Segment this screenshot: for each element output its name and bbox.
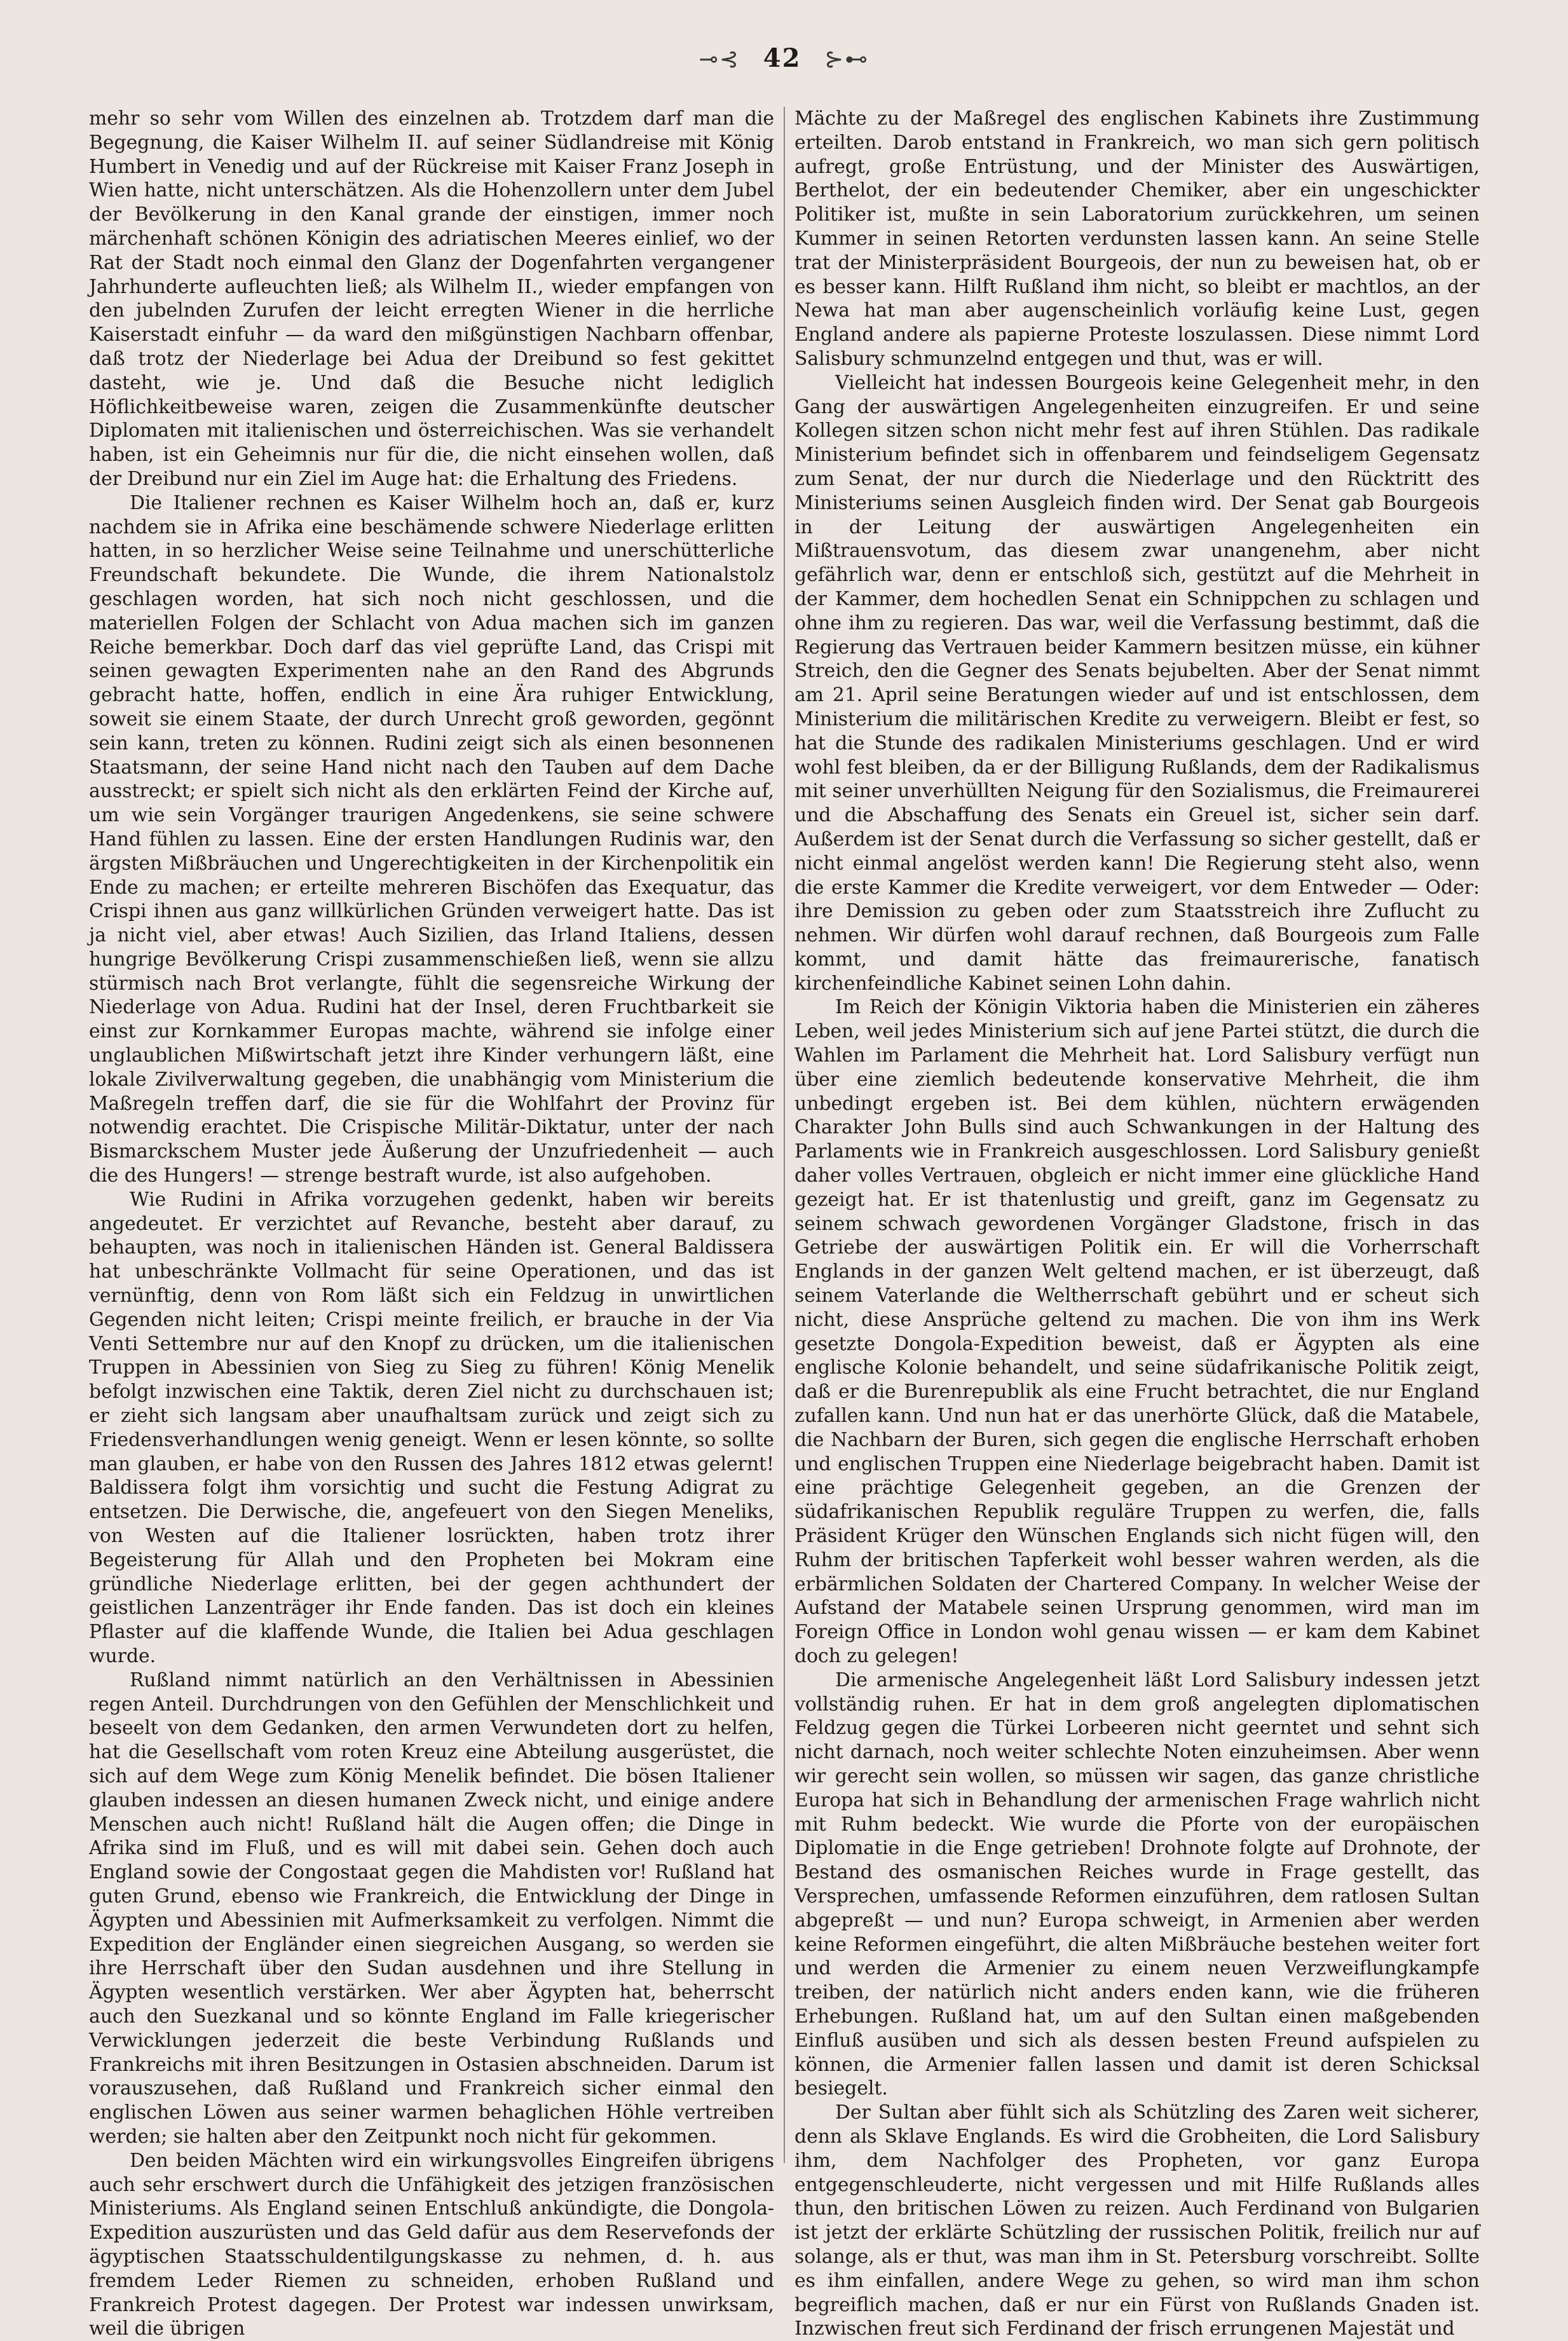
paragraph: Die armenische Angelegenheit läßt Lord Salisbury indessen jetzt vollständig ruhen. Er hat in dem groß angelegten diplomatischen Feldzug gegen die Türkei Lorbeeren nicht geerntet und sehnt sich nicht darnach, noch weiter schlechte Noten einzuheimsen. Aber wenn wir gerecht sein wollen, so müssen wir sagen, das ganze christliche Europa hat sich in Behandlung der armenischen Frage wahrlich nicht mit Ruhm bedeckt. Wie wurde die Pforte von der europäischen Diplomatie in die Enge getrieben! Drohnote folgte auf Drohnote, der Bestand des osmanischen Reiches wurde in Frage gestellt, das Versprechen, umfassende Reformen einzuführen, dem ratlosen Sultan abgepreßt — und nun? Europa schweigt, in Armenien aber werden keine Reformen eingeführt, die alten Mißbräuche bestehen weiter fort und werden die Armenier zu einem neuen Verzweiflungkampfe treiben, der natürlich nicht anders enden kann, wie die früheren Erhebungen. Rußland hat, um auf den Sultan einen maßgebenden Einfluß ausüben und sich als dessen besten Freund aufspielen zu können, die Armenier fallen lassen und damit ist deren Schicksal besiegelt.: [794, 1669, 1480, 2100]
paragraph: Den beiden Mächten wird ein wirkungsvolles Eingreifen übrigens auch sehr erschwert durch die Unfähigkeit des jetzigen französischen Ministeriums. Als England seinen Entschluß ankündigte, die Dongola-Expedition auszurüsten und das Geld dafür aus dem Reservefonds der ägyptischen Staatsschuldentilgungskasse zu nehmen, d. h. aus fremdem Leder Riemen zu schneiden, erhoben Rußland und Frankreich Protest dagegen. Der Protest war indessen unwirksam, weil die übrigen: [89, 2149, 774, 2340]
column-divider: [784, 107, 785, 2163]
page-header: [0, 43, 1568, 73]
paragraph: Die Italiener rechnen es Kaiser Wilhelm hoch an, daß er, kurz nachdem sie in Afrika eine beschämende schwere Niederlage erlitten hatten, in so herzlicher Weise seine Teilnahme und unerschütterliche Freundschaft bekundete. Die Wunde, die ihrem Nationalstolz geschlagen worden, hat sich noch nicht geschlossen, und die materiellen Folgen der Schlacht von Adua machen sich im ganzen Reiche bemerkbar. Doch darf das viel geprüfte Land, das Crispi mit seinen gewagten Experimenten nahe an den Rand des Abgrunds gebracht hatte, hoffen, endlich in eine Ära ruhiger Entwicklung, soweit sie einem Staate, der durch Unrecht groß geworden, gegönnt sein kann, treten zu können. Rudini zeigt sich als einen besonnenen Staatsmann, der seine Hand nicht nach den Tauben auf dem Dache ausstreckt; er spielt sich nicht als den erklärten Feind der Kirche auf, um wie sein Vorgänger traurigen Angedenkens, sie seine schwere Hand fühlen zu lassen. Eine der ersten Handlungen Rudinis war, den ärgsten Mißbräuchen und Ungerechtigkeiten in der Kirchenpolitik ein Ende zu machen; er erteilte mehreren Bischöfen das Exequatur, das Crispi ihnen aus ganz willkürlichen Gründen verweigert hatte. Das ist ja nicht viel, aber etwas! Auch Sizilien, das Irland Italiens, dessen hungrige Bevölkerung Crispi zusammenschießen ließ, wenn sie allzu stürmisch nach Brot verlangte, fühlt die segensreiche Wirkung der Niederlage von Adua. Rudini hat der Insel, deren Fruchtbarkeit sie einst zur Kornkammer Europas machte, während sie infolge einer unglaublichen Mißwirtschaft jetzt ihre Kinder verhungern läßt, eine lokale Zivilverwaltung gegeben, die unabhängig vom Ministerium die Maßregeln treffen darf, die sie für die Wohlfahrt der Provinz für notwendig erachtet. Die Crispische Militär-Diktatur, unter der nach Bismarckschem Muster jede Äußerung der Unzufriedenheit — auch die des Hungers! — strenge bestraft wurde, ist also aufgehoben.: [89, 491, 774, 1187]
paragraph: Vielleicht hat indessen Bourgeois keine Gelegenheit mehr, in den Gang der auswärtigen Angelegenheiten einzugreifen. Er und seine Kollegen sitzen schon nicht mehr fest auf ihren Stühlen. Das radikale Ministerium befindet sich in offenbarem und feindseligem Gegensatz zum Senat, der nur durch die Niederlage und den Rücktritt des Ministeriums seinen Ausgleich finden wird. Der Senat gab Bourgeois in der Leitung der auswärtigen Angelegenheiten ein Mißtrauensvotum, das diesem zwar unangenehm, aber nicht gefährlich war, denn er entschloß sich, gestützt auf die Mehrheit in der Kammer, dem hochedlen Senat ein Schnippchen zu schlagen und ohne ihm zu regieren. Das war, weil die Verfassung bestimmt, daß die Regierung das Vertrauen beider Kammern besitzen müsse, ein kühner Streich, den die Gegner des Senats bejubelten. Aber der Senat nimmt am 21. April seine Beratungen wieder auf und ist entschlossen, dem Ministerium die militärischen Kredite zu verweigern. Bleibt er fest, so hat die Stunde des radikalen Ministeriums geschlagen. Und er wird wohl fest bleiben, da er der Billigung Rußlands, dem der Radikalismus mit seiner unverhüllten Neigung für den Sozialismus, die Freimaurerei und die Abschaffung des Senats ein Greuel ist, sicher sein darf. Außerdem ist der Senat durch die Verfassung so sicher gestellt, daß er nicht einmal angelöst werden kann! Die Regierung steht also, wenn die erste Kammer die Kredite verweigert, vor dem Entweder — Oder: ihre Demission zu geben oder zum Staatsstreich ihre Zuflucht zu nehmen. Wir dürfen wohl darauf rechnen, daß Bourgeois zum Falle kommt, und damit hätte das freimaurerische, fanatisch kirchenfeindliche Kabinet seinen Lohn dahin.: [794, 371, 1480, 995]
ornament-right: ⊱⊷: [824, 46, 869, 72]
paragraph: mehr so sehr vom Willen des einzelnen ab. Trotzdem darf man die Begegnung, die Kaiser Wilhelm II. auf seiner Südlandreise mit König Humbert in Venedig und auf der Rückreise mit Kaiser Franz Joseph in Wien hatte, nicht unterschätzen. Als die Hohenzollern unter dem Jubel der Bevölkerung in den Kanal grande der einstigen, immer noch märchenhaft schönen Königin des adriatischen Meeres einlief, wo der Rat der Stadt noch einmal den Glanz der Dogenfahrten vergangener Jahrhunderte aufleuchten ließ; als Wilhelm II., wieder empfangen von den jubelnden Zurufen der leicht erregten Wiener in die herrliche Kaiserstadt einfuhr — da ward den mißgünstigen Nachbarn offenbar, daß trotz der Niederlage bei Adua der Dreibund so fest gekittet dasteht, wie je. Und daß die Besuche nicht lediglich Höflichkeitbeweise waren, zeigen die Zusammenkünfte deutscher Diplomaten mit italienischen und österreichischen. Was sie verhandelt haben, ist ein Geheimnis nur für die, die nicht einsehen wollen, daß der Dreibund nur ein Ziel im Auge hat: die Erhaltung des Friedens.: [89, 107, 774, 490]
ornament-left: ⊸⊰: [699, 46, 740, 72]
left-column: [89, 107, 774, 2340]
paragraph: Mächte zu der Maßregel des englischen Kabinets ihre Zustimmung erteilten. Darob entstand in Frankreich, wo man sich gern politisch aufregt, große Entrüstung, und der Minister des Auswärtigen, Berthelot, der ein bedeutender Chemiker, aber ein ungeschickter Politiker ist, mußte in sein Laboratorium zurückkehren, um seinen Kummer in seinen Retorten verdunsten lassen kann. An seine Stelle trat der Ministerpräsident Bourgeois, der nun zu beweisen hat, ob er es besser kann. Hilft Rußland ihm nicht, so bleibt er machtlos, an der Newa hat man aber augenscheinlich vorläufig keine Lust, gegen England andere als papierne Proteste loszulassen. Diese nimmt Lord Salisbury schmunzelnd entgegen und thut, was er will.: [794, 107, 1480, 370]
paragraph: Wie Rudini in Afrika vorzugehen gedenkt, haben wir bereits angedeutet. Er verzichtet auf Revanche, besteht aber darauf, zu behaupten, was noch in italienischen Händen ist. General Baldissera hat unbeschränkte Vollmacht für seine Operationen, und das ist vernünftig, denn von Rom läßt sich ein Feldzug in unwirtlichen Gegenden nicht leiten; Crispi meinte freilich, er brauche in der Via Venti Settembre nur auf den Knopf zu drücken, um die italienischen Truppen in Abessinien von Sieg zu Sieg zu führen! König Menelik befolgt inzwischen eine Taktik, deren Ziel nicht zu durchschauen ist; er zieht sich langsam aber unaufhaltsam zurück und zeigt sich zu Friedensverhandlungen wenig geneigt. Wenn er lesen könnte, so sollte man glauben, er habe von den Russen des Jahres 1812 etwas gelernt! Baldissera folgt ihm vorsichtig und sucht die Festung Adigrat zu entsetzen. Die Derwische, die, angefeuert von den Siegen Meneliks, von Westen auf die Italiener losrückten, haben trotz ihrer Begeisterung für Allah und den Propheten bei Mokram eine gründliche Niederlage erlitten, bei der gegen achthundert der geistlichen Lanzenträger ihr Ende fanden. Das ist doch ein kleines Pflaster auf die klaffende Wunde, die Italien bei Adua geschlagen wurde.: [89, 1188, 774, 1667]
paragraph: Der Sultan aber fühlt sich als Schützling des Zaren weit sicherer, denn als Sklave Englands. Es wird die Grobheiten, die Lord Salisbury ihm, dem Nachfolger des Propheten, vor ganz Europa entgegenschleuderte, nicht vergessen und mit Hilfe Rußlands alles thun, den britischen Löwen zu reizen. Auch Ferdinand von Bulgarien ist jetzt der erklärte Schützling der russischen Politik, freilich nur auf solange, als er thut, was man ihm in St. Petersburg vorschreibt. Sollte es ihm einfallen, andere Wege zu gehen, so wird man ihm schon begreiflich machen, daß er nur ein Fürst von Rußlands Gnaden ist. Inzwischen freut sich Ferdinand der frisch errungenen Majestät und: [794, 2101, 1480, 2340]
right-column: [794, 107, 1480, 2340]
paragraph: Im Reich der Königin Viktoria haben die Ministerien ein zäheres Leben, weil jedes Ministerium sich auf jene Partei stützt, die durch die Wahlen im Parlament die Mehrheit hat. Lord Salisbury verfügt nun über eine ziemlich bedeutende konservative Mehrheit, die ihm unbedingt ergeben ist. Bei dem kühlen, nüchtern erwägenden Charakter John Bulls sind auch Schwankungen in der Haltung des Parlaments wie in Frankreich ausgeschlossen. Lord Salisbury genießt daher volles Vertrauen, obgleich er nicht immer eine glückliche Hand gezeigt hat. Er ist thatenlustig und greift, ganz im Gegensatz zu seinem schwach gewordenen Vorgänger Gladstone, frisch in das Getriebe der auswärtigen Politik ein. Er will die Vorherrschaft Englands in der ganzen Welt geltend machen, er ist überzeugt, daß seinem Vaterlande die Weltherrschaft gebührt und er scheut sich nicht, diese Ansprüche geltend zu machen. Die von ihm ins Werk gesetzte Dongola-Expedition beweist, daß er Ägypten als eine englische Kolonie behandelt, und seine südafrikanische Politik zeigt, daß er die Burenrepublik als eine Frucht betrachtet, die nur England zufallen kann. Und nun hat er das unerhörte Glück, daß die Matabele, die Nachbarn der Buren, sich gegen die englische Herrschaft erhoben und englischen Truppen eine Niederlage beigebracht haben. Damit ist eine prächtige Gelegenheit gegeben, an die Grenzen der südafrikanischen Republik reguläre Truppen zu werfen, die, falls Präsident Krüger den Wünschen Englands sich nicht fügen will, den Ruhm der britischen Tapferkeit wohl besser wahren werden, als die erbärmlichen Soldaten der Chartered Company. In welcher Weise der Aufstand der Matabele seinen Ursprung genommen, wird man im Foreign Office in London wohl genau wissen — er kam dem Kabinet doch zu gelegen!: [794, 996, 1480, 1667]
page-number: 42: [763, 43, 801, 73]
paragraph: Rußland nimmt natürlich an den Verhältnissen in Abessinien regen Anteil. Durchdrungen von den Gefühlen der Menschlichkeit und beseelt von dem Gedanken, den armen Verwundeten dort zu helfen, hat die Gesellschaft vom roten Kreuz eine Abteilung ausgerüstet, die sich auf dem Wege zum König Menelik befindet. Die bösen Italiener glauben indessen an diesen humanen Zweck nicht, und einige andere Menschen auch nicht! Rußland hält die Augen offen; die Dinge in Afrika sind im Fluß, und es will mit dabei sein. Gehen doch auch England sowie der Congostaat gegen die Mahdisten vor! Rußland hat guten Grund, ebenso wie Frankreich, die Entwicklung der Dinge in Ägypten und Abessinien mit Aufmerksamkeit zu verfolgen. Nimmt die Expedition der Engländer einen siegreichen Ausgang, so werden sie ihre Herrschaft über den Sudan ausdehnen und ihre Stellung in Ägypten wesentlich verstärken. Wer aber Ägypten hat, beherrscht auch den Suezkanal und so könnte England im Falle kriegerischer Verwicklungen jederzeit die beste Verbindung Rußlands und Frankreichs mit ihren Besitzungen in Ostasien abschneiden. Darum ist vorauszusehen, daß Rußland und Frankreich sicher einmal den englischen Löwen aus seiner warmen behaglichen Höhle vertreiben werden; sie halten aber den Zeitpunkt noch nicht für gekommen.: [89, 1669, 774, 2148]
